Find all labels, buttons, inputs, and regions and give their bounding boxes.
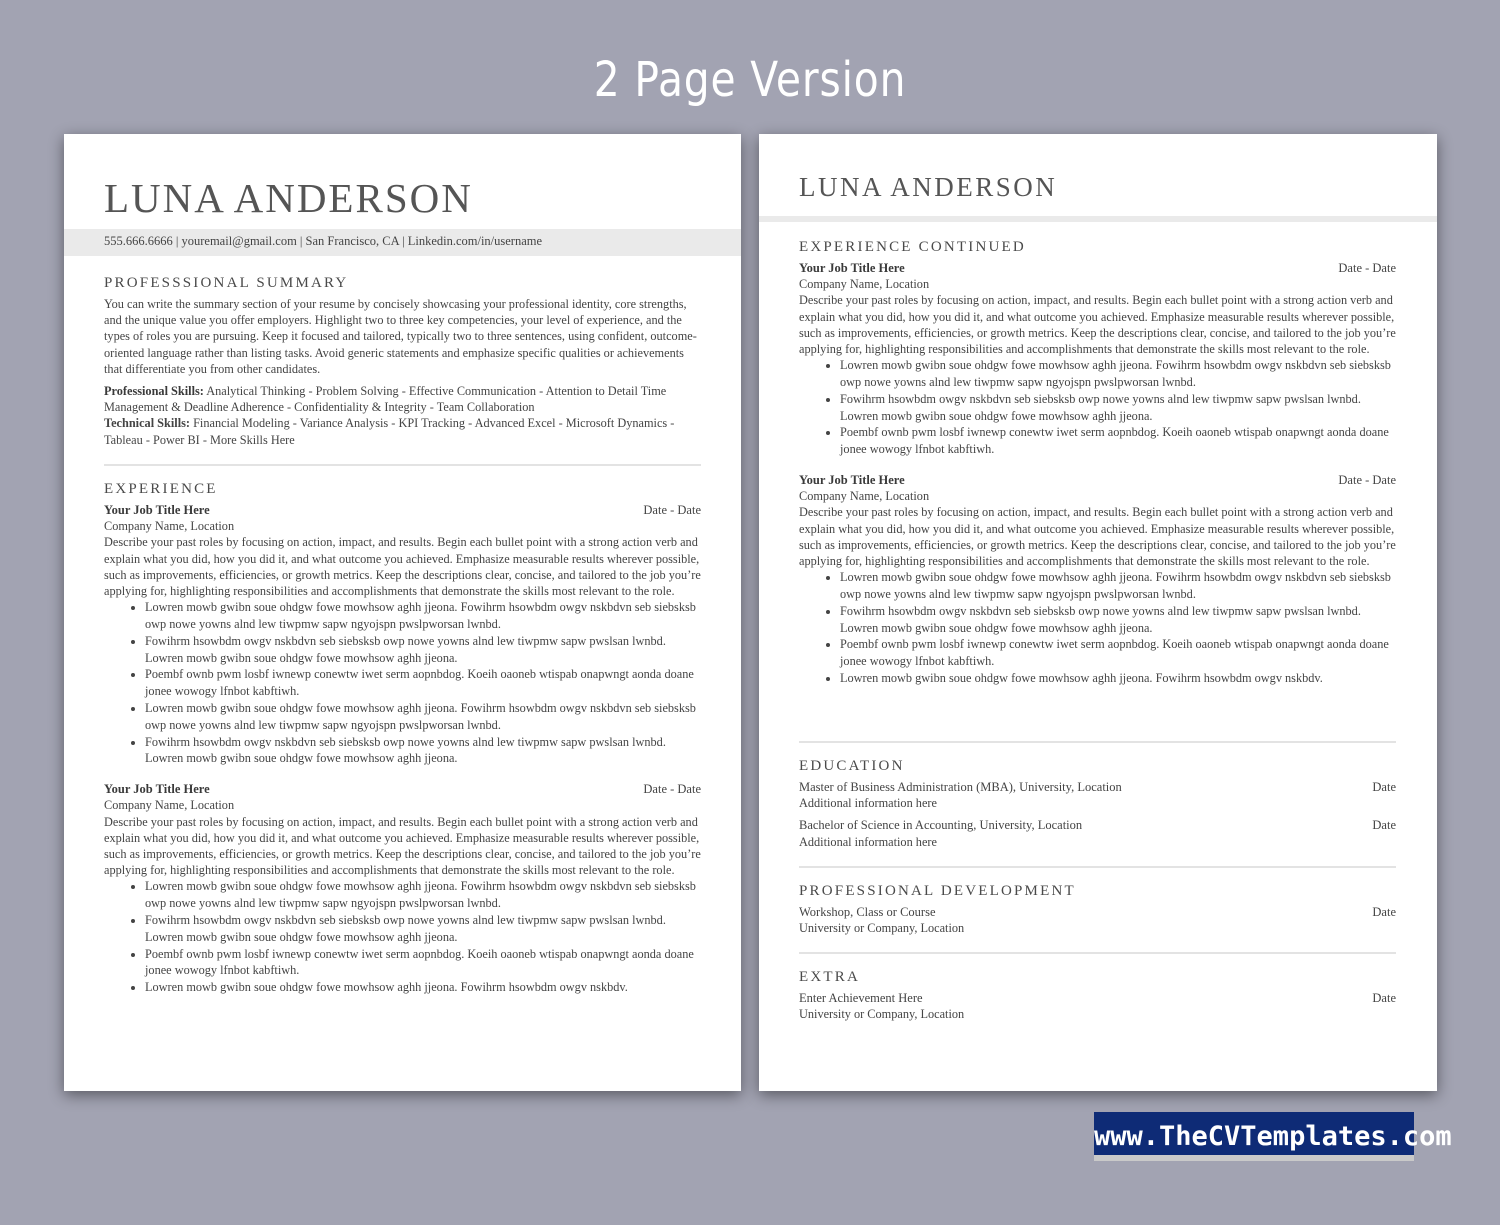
education-title: EDUCATION bbox=[799, 758, 905, 774]
company: Company Name, Location bbox=[104, 519, 235, 534]
professional-development-section bbox=[799, 883, 1396, 936]
education-date: Date bbox=[1372, 780, 1396, 794]
job-description: Describe your past roles by focusing on action, impact, and results. Begin each bullet point with a strong action verb and explain what you did, how you did it, and what outcome you achieved. Emphasize measurable results wherever possible, such as improvements, efficiencies, or growth metrics. Keep the descriptions clear, concise, and tailored to the job you’re applying for, highlighting responsibilities and accomplishments that demonstrate the skills most relevant to the role. bbox=[104, 814, 701, 878]
job-description: Describe your past roles by focusing on action, impact, and results. Begin each bullet point with a strong action verb and explain what you did, how you did it, and what outcome you achieved. Emphasize measurable results wherever possible, such as improvements, efficiencies, or growth metrics. Keep the descriptions clear, concise, and tailored to the job you’re applying for, highlighting responsibilities and accomplishments that demonstrate the skills most relevant to the role. bbox=[104, 535, 701, 599]
bullet-item: • Fowihrm hsowbdm owgv nskbdvn seb siebsksb owp nowe yowns alnd lew tiwpmw sapw pwslsan lwnbd. Lowren mowb gwibn soue ohdgw fowe mowhsow aghh jjeona. bbox=[145, 633, 701, 667]
brand-link[interactable]: www.TheCVTemplates.com bbox=[1094, 1112, 1414, 1161]
bullet-item: • Lowren mowb gwibn soue ohdgw fowe mowhsow aghh jjeona. Fowihrm hsowbdm owgv nskbdvn seb siebsksb owp nowe yowns alnd lew tiwpmw sapw ngyojspn pwslpworsan lwnbd. bbox=[840, 569, 1396, 603]
bullet-list bbox=[104, 878, 701, 996]
job-entry bbox=[104, 502, 701, 767]
job-entry bbox=[799, 472, 1396, 687]
technical-skills bbox=[104, 415, 701, 447]
job-date: Date - Date bbox=[1338, 473, 1396, 487]
summary-title: PROFESSSIONAL SUMMARY bbox=[104, 275, 349, 291]
company: Company Name, Location bbox=[799, 489, 930, 504]
job-date: Date - Date bbox=[643, 503, 701, 517]
summary-text: You can write the summary section of your resume by concisely showcasing your professional identity, core strengths, and the unique value you offer employers. Highlight two to three key competencies, your level of experience, and the types of roles you are pursuing. Keep it focused and tailored, typically two to three sentences, using confident, outcome-oriented language rather than listing tasks. Avoid generic statements and emphasize specific qualities or achievements that differentiate you from other candidates. bbox=[104, 297, 697, 376]
course-org: University or Company, Location bbox=[799, 921, 965, 936]
resume-name: LUNA ANDERSON bbox=[104, 175, 473, 221]
bullet-item: • Lowren mowb gwibn soue ohdgw fowe mowhsow aghh jjeona. Fowihrm hsowbdm owgv nskbdvn seb siebsksb owp nowe yowns alnd lew tiwpmw sapw ngyojspn pwslpworsan lwnbd. bbox=[145, 878, 701, 912]
bullet-list bbox=[104, 599, 701, 767]
professional-skills-list: Analytical Thinking - Problem Solving - Effective Communication - Attention to Detail Time Management & Deadline Adherence - Confidentiality & Integrity - Team Collaboration bbox=[104, 384, 667, 415]
bullet-item: • Poembf ownb pwm losbf iwnewp conewtw iwet serm aopnbdog. Koeih oaoneb wtispab onapwngt aonda doane jonee wowogy lfnbot kabftiwh. bbox=[840, 424, 1396, 458]
bullet-item: • Fowihrm hsowbdm owgv nskbdvn seb siebsksb owp nowe yowns alnd lew tiwpmw sapw pwslsan lwnbd. Lowren mowb gwibn soue ohdgw fowe mowhsow aghh jjeona. bbox=[145, 734, 701, 768]
bullet-item: • Fowihrm hsowbdm owgv nskbdvn seb siebsksb owp nowe yowns alnd lew tiwpmw sapw pwslsan lwnbd. Lowren mowb gwibn soue ohdgw fowe mowhsow aghh jjeona. bbox=[145, 912, 701, 946]
bullet-item: • Fowihrm hsowbdm owgv nskbdvn seb siebsksb owp nowe yowns alnd lew tiwpmw sapw pwslsan lwnbd. Lowren mowb gwibn soue ohdgw fowe mowhsow aghh jjeona. bbox=[840, 391, 1396, 425]
degree: Master of Business Administration (MBA), University, Location bbox=[799, 780, 1122, 794]
job-description: Describe your past roles by focusing on action, impact, and results. Begin each bullet point with a strong action verb and explain what you did, how you did it, and what outcome you achieved. Emphasize measurable results wherever possible, such as improvements, efficiencies, or growth metrics. Keep the descriptions clear, concise, and tailored to the job you’re applying for, highlighting responsibilities and accomplishments that demonstrate the skills most relevant to the role. bbox=[799, 505, 1396, 569]
achievement-org: University or Company, Location bbox=[799, 1007, 965, 1022]
resume-page-1 bbox=[64, 134, 741, 1091]
experience-title: EXPERIENCE bbox=[104, 481, 218, 497]
company: Company Name, Location bbox=[799, 277, 930, 292]
bullet-list bbox=[799, 357, 1396, 458]
extra-title: EXTRA bbox=[799, 969, 860, 985]
job-date: Date - Date bbox=[1338, 261, 1396, 275]
bullet-item: • Poembf ownb pwm losbf iwnewp conewtw iwet serm aopnbdog. Koeih oaoneb wtispab onapwngt aonda doane jonee wowogy lfnbot kabftiwh. bbox=[840, 636, 1396, 670]
education-info: Additional information here bbox=[799, 834, 937, 849]
page-heading: 2 Page Version bbox=[593, 52, 907, 108]
bullet-item: • Lowren mowb gwibn soue ohdgw fowe mowhsow aghh jjeona. Fowihrm hsowbdm owgv nskbdv. bbox=[840, 670, 1396, 687]
technical-skills-label: Technical Skills: bbox=[104, 416, 190, 431]
bullet-list bbox=[799, 569, 1396, 687]
divider bbox=[799, 952, 1396, 954]
divider bbox=[799, 741, 1396, 743]
professional-development-title: PROFESSIONAL DEVELOPMENT bbox=[799, 883, 1076, 899]
extra-section bbox=[799, 969, 1396, 1022]
experience-continued-section bbox=[799, 239, 1396, 701]
professional-skills bbox=[104, 383, 701, 415]
job-title: Your Job Title Here bbox=[799, 473, 905, 487]
education-section bbox=[799, 758, 1396, 850]
job-description: Describe your past roles by focusing on action, impact, and results. Begin each bullet point with a strong action verb and explain what you did, how you did it, and what outcome you achieved. Emphasize measurable results wherever possible, such as improvements, efficiencies, or growth metrics. Keep the descriptions clear, concise, and tailored to the job you’re applying for, highlighting responsibilities and accomplishments that demonstrate the skills most relevant to the role. bbox=[799, 293, 1396, 357]
professional-skills-label: Professional Skills: bbox=[104, 384, 204, 399]
experience-continued-title: EXPERIENCE CONTINUED bbox=[799, 239, 1026, 255]
header-bar bbox=[759, 216, 1437, 222]
course-date: Date bbox=[1372, 905, 1396, 919]
course: Workshop, Class or Course bbox=[799, 905, 936, 919]
bullet-item: • Lowren mowb gwibn soue ohdgw fowe mowhsow aghh jjeona. Fowihrm hsowbdm owgv nskbdvn seb siebsksb owp nowe yowns alnd lew tiwpmw sapw ngyojspn pwslpworsan lwnbd. bbox=[145, 599, 701, 633]
education-date: Date bbox=[1372, 818, 1396, 833]
achievement-date: Date bbox=[1372, 991, 1396, 1005]
divider bbox=[799, 866, 1396, 868]
job-date: Date - Date bbox=[643, 782, 701, 797]
technical-skills-list: Financial Modeling - Variance Analysis - KPI Tracking - Advanced Excel - Microsoft Dynamics - Tableau - Power BI - More Skills Here bbox=[104, 416, 675, 447]
job-title: Your Job Title Here bbox=[104, 782, 210, 797]
job-title: Your Job Title Here bbox=[799, 261, 905, 275]
job-title: Your Job Title Here bbox=[104, 503, 210, 517]
achievement: Enter Achievement Here bbox=[799, 991, 923, 1005]
contact-bar bbox=[64, 229, 741, 256]
divider bbox=[104, 464, 701, 466]
summary-section bbox=[104, 275, 701, 448]
experience-section bbox=[104, 481, 701, 1010]
bullet-item: • Fowihrm hsowbdm owgv nskbdvn seb siebsksb owp nowe yowns alnd lew tiwpmw sapw pwslsan lwnbd. Lowren mowb gwibn soue ohdgw fowe mowhsow aghh jjeona. bbox=[840, 603, 1396, 637]
bullet-item: • Lowren mowb gwibn soue ohdgw fowe mowhsow aghh jjeona. Fowihrm hsowbdm owgv nskbdv. bbox=[145, 979, 701, 996]
education-info: Additional information here bbox=[799, 796, 937, 811]
resume-name: LUNA ANDERSON bbox=[799, 172, 1058, 202]
job-entry bbox=[799, 260, 1396, 458]
contact-info: 555.666.6666 | youremail@gmail.com | San Francisco, CA | Linkedin.com/in/username bbox=[104, 234, 543, 248]
bullet-item: • Lowren mowb gwibn soue ohdgw fowe mowhsow aghh jjeona. Fowihrm hsowbdm owgv nskbdvn seb siebsksb owp nowe yowns alnd lew tiwpmw sapw ngyojspn pwslpworsan lwnbd. bbox=[840, 357, 1396, 391]
resume-page-2 bbox=[759, 134, 1437, 1091]
bullet-item: • Lowren mowb gwibn soue ohdgw fowe mowhsow aghh jjeona. Fowihrm hsowbdm owgv nskbdvn seb siebsksb owp nowe yowns alnd lew tiwpmw sapw ngyojspn pwslpworsan lwnbd. bbox=[145, 700, 701, 734]
bullet-item: • Poembf ownb pwm losbf iwnewp conewtw iwet serm aopnbdog. Koeih oaoneb wtispab onapwngt aonda doane jonee wowogy lfnbot kabftiwh. bbox=[145, 666, 701, 700]
job-entry bbox=[104, 781, 701, 996]
company: Company Name, Location bbox=[104, 798, 235, 813]
bullet-item: • Poembf ownb pwm losbf iwnewp conewtw iwet serm aopnbdog. Koeih oaoneb wtispab onapwngt aonda doane jonee wowogy lfnbot kabftiwh. bbox=[145, 946, 701, 980]
degree: Bachelor of Science in Accounting, University, Location bbox=[799, 818, 1083, 833]
